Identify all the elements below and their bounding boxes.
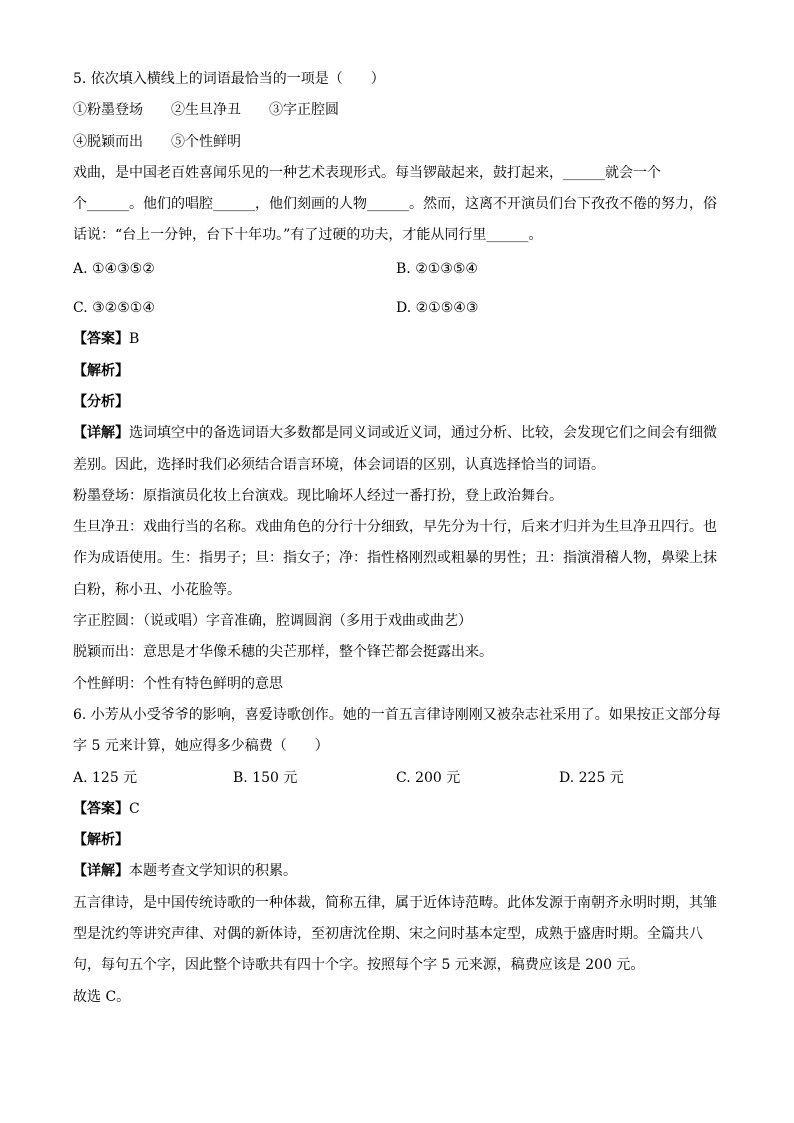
detail-tag: 【详解】 (73, 425, 129, 442)
question-5-options-row-2 (73, 293, 723, 324)
question-6-conclusion: 故选 C。 (73, 988, 131, 1005)
question-5-option-a: A. ①④③⑤② (73, 260, 155, 277)
question-6-options-row (73, 763, 723, 794)
question-5-detail-line-1: 【详解】选词填空中的备选词语大多数都是同义词或近义词，通过分析、比较，会发现它们之间会有细微 (73, 425, 717, 442)
explain-line-2: 生旦净丑：戏曲行当的名称。戏曲角色的分行十分细致，早先分为十行，后来才归并为生旦净丑四行。也 (73, 519, 717, 536)
detail-tag: 【详解】 (73, 863, 129, 880)
question-6-stem-line-1: 6. 小芳从小受爷爷的影响，喜爱诗歌创作。她的一首五言律诗刚刚又被杂志社采用了。如果按正文部分每 (73, 706, 721, 723)
question-5-answer (73, 324, 723, 355)
question-6-detail-line-4: 句，每句五个字，因此整个诗歌共有四十个字。按照每个字 5 元来源，稿费应该是 200 元。 (73, 957, 645, 974)
question-6-detail-line-3: 型是沈约等讲究声律、对偶的新体诗，至初唐沈佺期、宋之问时基本定型，成熟于盛唐时期。全篇共八 (73, 926, 703, 943)
explain-line-1: 粉墨登场：原指演员化妆上台演戏。现比喻坏人经过一番打扮，登上政治舞台。 (73, 487, 563, 504)
explain-line-3: 作为成语使用。生：指男子；旦：指女子；净：指性格刚烈或粗暴的男性；丑：指演滑稽人物，鼻梁上抹 (73, 550, 717, 567)
question-5-passage-line-3: 话说：“台上一分钟，台下十年功。”有了过硬的功夫，才能从同行里______。 (73, 227, 543, 244)
question-5-fenxi-tag: 【分析】 (73, 393, 129, 410)
question-6-option-b: B. 150 元 (233, 769, 298, 786)
question-6-option-d: D. 225 元 (559, 769, 624, 786)
question-6-analysis-tag: 【解析】 (73, 832, 129, 849)
question-5-option-b: B. ②①③⑤④ (396, 260, 478, 277)
explain-line-7: 个性鲜明：个性有特色鲜明的意思 (73, 675, 283, 692)
question-6-option-a: A. 125 元 (73, 769, 138, 786)
document-page (73, 64, 723, 1013)
question-6-stem-line-2: 字 5 元来计算，她应得多少稿费（ ） (73, 738, 329, 755)
answer-tag: 【答案】 (73, 800, 129, 817)
question-5-items-line-1: ①粉墨登场 ②生旦净丑 ③字正腔圆 (73, 102, 339, 119)
question-5-options-row-1 (73, 254, 723, 285)
explain-line-4: 白粉，称小丑、小花脸等。 (73, 581, 241, 598)
question-5-stem: 5. 依次填入横线上的词语最恰当的一项是（ ） (73, 71, 385, 87)
answer-tag: 【答案】 (73, 331, 129, 348)
question-5-option-d: D. ②①⑤④③ (396, 300, 479, 317)
question-6-answer (73, 794, 723, 825)
explain-line-6: 脱颖而出：意思是才华像禾穗的尖芒那样，整个锋芒都会挺露出来。 (73, 644, 493, 661)
question-5-analysis-tag: 【解析】 (73, 362, 129, 379)
question-5-option-c: C. ③②⑤①④ (73, 300, 155, 317)
question-6-detail-line-1: 【详解】本题考查文学知识的积累。 (73, 863, 297, 880)
question-6-detail-line-2: 五言律诗，是中国传统诗歌的一种体裁，简称五律，属于近体诗范畴。此体发源于南朝齐永明时期，其雏 (73, 894, 717, 911)
question-5-detail-line-2: 差别。因此，选择时我们必须结合语言环境，体会词语的区别，认真选择恰当的词语。 (73, 456, 605, 473)
question-5-items-line-2: ④脱颖而出 ⑤个性鲜明 (73, 133, 241, 150)
answer-value: B (129, 331, 140, 348)
question-6-option-c: C. 200 元 (396, 769, 461, 786)
question-5-passage-line-2: 个______。他们的唱腔______，他们刻画的人物______。然而，这离不开演员们台下孜孜不倦的努力，俗 (73, 196, 717, 213)
answer-value: C (129, 800, 140, 817)
question-5-passage-line-1: 戏曲，是中国老百姓喜闻乐见的一种艺术表现形式。每当锣敲起来，鼓打起来，______就会一个 (73, 164, 661, 181)
explain-line-5: 字正腔圆：（说或唱）字音准确，腔调圆润（多用于戏曲或曲艺） (73, 613, 472, 630)
